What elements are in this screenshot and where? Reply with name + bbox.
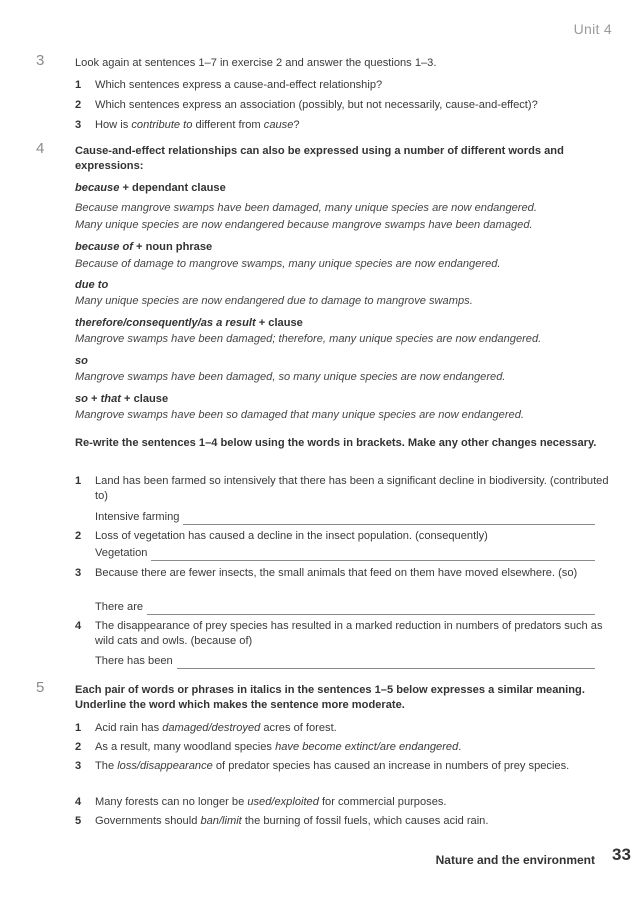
exercise-3-number: 3 bbox=[36, 52, 45, 69]
answer-starter: There are bbox=[95, 601, 144, 613]
rewrite-item: 1 Land has been farmed so intensively that there has been a significant decline in biodiversity. (contributed to) bbox=[75, 475, 609, 502]
answer-line[interactable] bbox=[95, 510, 595, 525]
example-sentence: Mangrove swamps have been damaged, so many unique species are now endangered. bbox=[75, 371, 506, 383]
example-sentence: Mangrove swamps have been so damaged that many unique species are now endangered. bbox=[75, 409, 524, 421]
example-sentence: Because mangrove swamps have been damaged, many unique species are now endangered. bbox=[75, 202, 537, 214]
exercise-5-item: 1 Acid rain has damaged/destroyed acres of forest. bbox=[75, 722, 337, 734]
exercise-3-question: 2 Which sentences express an association (possibly, but not necessarily, cause-and-effect)? bbox=[75, 99, 538, 111]
exercise-3-question: 1 Which sentences express a cause-and-effect relationship? bbox=[75, 79, 383, 91]
example-sentence: Because of damage to mangrove swamps, many unique species are now endangered. bbox=[75, 258, 501, 270]
exercise-3-question: 3 How is contribute to different from cause? bbox=[75, 119, 300, 131]
example-sentence: Many unique species are now endangered due to damage to mangrove swamps. bbox=[75, 295, 473, 307]
exercise-5-instruction: Each pair of words or phrases in italics in the sentences 1–5 below expresses a similar meaning. Underline the word which makes the sentence more moderate. bbox=[75, 684, 585, 711]
structure-label: so + that + clause bbox=[75, 393, 169, 405]
answer-line[interactable] bbox=[95, 546, 595, 561]
structure-label: because of + noun phrase bbox=[75, 241, 213, 253]
exercise-4-number: 4 bbox=[36, 140, 45, 157]
footer-chapter-title: Nature and the environment bbox=[435, 853, 595, 867]
exercise-3-instruction: Look again at sentences 1–7 in exercise 2 and answer the questions 1–3. bbox=[75, 57, 437, 69]
exercise-5-item: 4 Many forests can no longer be used/exploited for commercial purposes. bbox=[75, 796, 447, 808]
example-sentence: Mangrove swamps have been damaged; therefore, many unique species are now endangered. bbox=[75, 333, 542, 345]
unit-label: Unit 4 bbox=[573, 21, 612, 37]
exercise-4-instruction: Cause-and-effect relationships can also be expressed using a number of different words and expressions: bbox=[75, 145, 564, 172]
exercise-5-item: 3 The loss/disappearance of predator species has caused an increase in numbers of prey species. bbox=[75, 760, 570, 772]
exercise-5-number: 5 bbox=[36, 679, 45, 696]
structure-label: due to bbox=[75, 279, 109, 291]
structure-label: therefore/consequently/as a result + clause bbox=[75, 317, 303, 329]
page-number: 33 bbox=[612, 848, 631, 863]
structure-label: because + dependant clause bbox=[75, 182, 226, 194]
rewrite-instruction: Re-write the sentences 1–4 below using the words in brackets. Make any other changes necessary. bbox=[75, 437, 597, 449]
answer-starter: Vegetation bbox=[95, 547, 148, 559]
structure-label: so bbox=[75, 355, 88, 367]
answer-starter: There has been bbox=[95, 655, 173, 667]
rewrite-item: 2 Loss of vegetation has caused a decline in the insect population. (consequently) bbox=[75, 530, 488, 542]
example-sentence: Many unique species are now endangered because mangrove swamps have been damaged. bbox=[75, 219, 533, 231]
rewrite-item: 3 Because there are fewer insects, the small animals that feed on them have moved elsewhere. (so) bbox=[75, 567, 578, 579]
exercise-5-item: 2 As a result, many woodland species have become extinct/are endangered. bbox=[75, 741, 462, 753]
answer-line[interactable] bbox=[95, 654, 595, 669]
rewrite-item: 4 The disappearance of prey species has resulted in a marked reduction in numbers of predators such as wild cats and owls. (because of) bbox=[75, 620, 603, 647]
answer-starter: Intensive farming bbox=[95, 511, 180, 523]
answer-line[interactable] bbox=[95, 600, 595, 615]
exercise-5-item: 5 Governments should ban/limit the burning of fossil fuels, which causes acid rain. bbox=[75, 815, 489, 827]
